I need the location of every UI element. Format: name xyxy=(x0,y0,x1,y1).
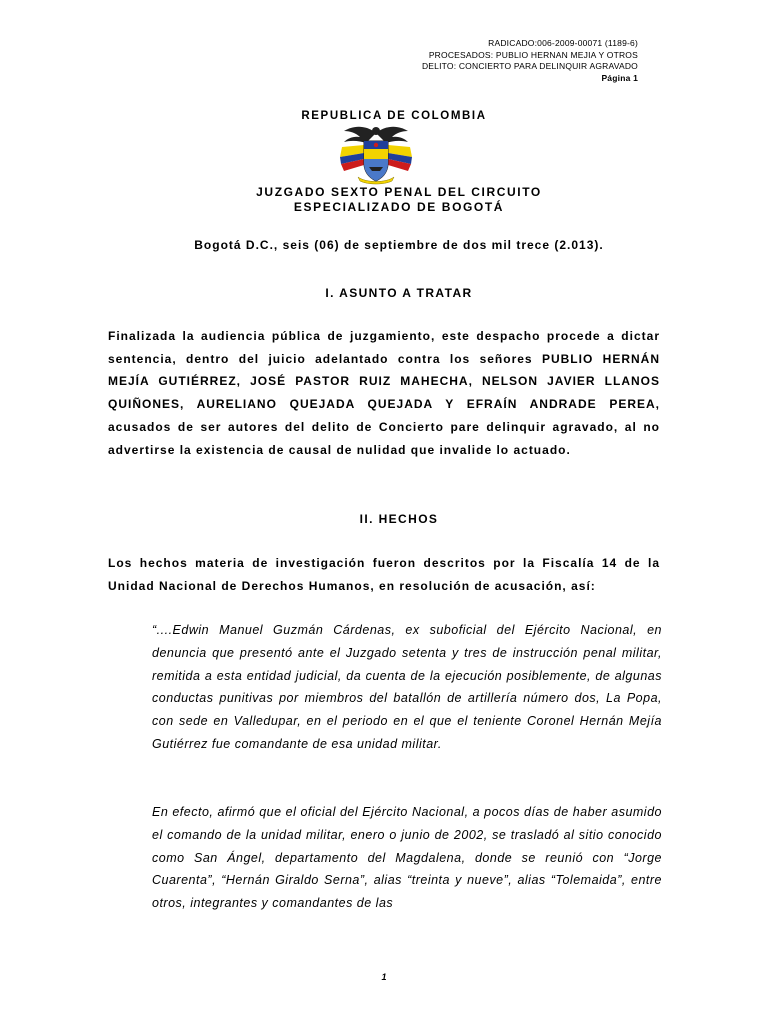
coat-of-arms-icon xyxy=(336,123,416,185)
quote-paragraph-1: “....Edwin Manuel Guzmán Cárdenas, ex suboficial del Ejército Nacional, en denuncia que presentó ante el Juzgado setenta y tres de instrucción penal militar, remitida a esta entidad judicial, da cuenta de la ejecución posiblemente, de algunas conductas punitivas por miembros del batallón de artillería número dos, La Popa, con sede en Valledupar, en el periodo en el que el teniente Coronel Hernán Mejía Gutiérrez fue comandante de esa unidad militar. xyxy=(152,623,662,751)
procesados-line: PROCESADOS: PUBLIO HERNAN MEJIA Y OTROS xyxy=(428,49,638,60)
quote-paragraph-2: En efecto, afirmó que el oficial del Ejército Nacional, a pocos días de haber asumido el comando de la unidad militar, enero o junio de 2002, se trasladó al sitio conocido como San Ángel, departamento del Magdalena, donde se reunió con “Jorge Cuarenta”, “Hernán Giraldo Serna”, alias “treinta y nueve”, alias “Tolemaida”, entre otros, integrantes y comandantes de las xyxy=(152,805,662,911)
court-title xyxy=(0,185,768,215)
section-title-hechos: II. HECHOS xyxy=(359,512,439,526)
dateline: Bogotá D.C., seis (06) de septiembre de dos mil trece (2.013). xyxy=(194,238,604,252)
shield-pomegranate xyxy=(374,143,378,147)
asunto-paragraph: Finalizada la audiencia pública de juzgamiento, este despacho procede a dictar sentencia, dentro del juicio adelantado contra los señores PUBLIO HERNÁN MEJÍA GUTIÉRREZ, JOSÉ PASTOR RUIZ MAHECHA, NELSON JAVIER LLANOS QUIÑONES, AURELIANO QUEJADA QUEJADA Y EFRAÍN ANDRADE PEREA, acusados de ser autores del delito de Concierto pare delinquir agravado, al no advertirse la existencia de causal de nulidad que invalide lo actuado. xyxy=(108,329,660,457)
country-title: REPUBLICA DE COLOMBIA xyxy=(301,110,487,122)
page-label: Página 1 xyxy=(601,72,638,83)
delito-line: DELITO: CONCIERTO PARA DELINQUIR AGRAVADO xyxy=(421,61,638,71)
page-number: 1 xyxy=(381,972,387,982)
court-line-2: ESPECIALIZADO DE BOGOTÁ xyxy=(293,200,505,214)
court-line-1: JUZGADO SEXTO PENAL DEL CIRCUITO xyxy=(256,185,542,199)
radicado-line: RADICADO:006-2009-00071 (1189-6) xyxy=(488,38,638,48)
hechos-intro-paragraph: Los hechos materia de investigación fueron descritos por la Fiscalía 14 de la Unidad Nacional de Derechos Humanos, en resolución de acusación, así: xyxy=(108,556,660,593)
document-header xyxy=(422,38,638,84)
section-title-asunto: I. ASUNTO A TRATAR xyxy=(325,286,473,300)
shield-middle xyxy=(364,149,388,159)
condor-head xyxy=(372,127,380,135)
